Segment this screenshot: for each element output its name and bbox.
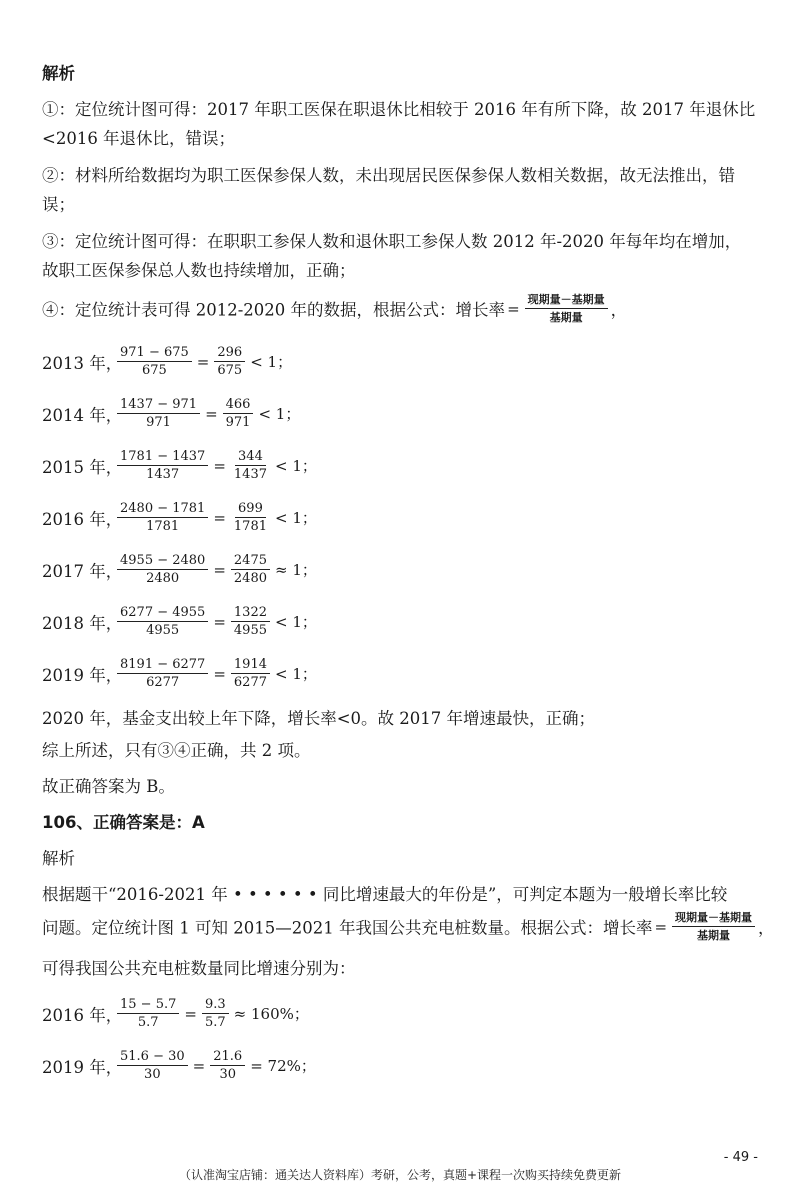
growth-rate-formula: $\frac{\text{现期量－基期量}}{\text{基期量}}$ [525, 292, 608, 325]
formula-line: ④：定位统计表可得 2012-2020 年的数据，根据公式：增长率 = $\frac{\text{现期量－基期量}}{\text{基期量}}$ ， [42, 293, 628, 324]
question-answer-title: 106、正确答案是：A [42, 813, 205, 832]
calc-row: 2017 年， $\frac{4955 - 2480}{2480}$ = $\frac{2475}{2480}$ ≈ 1； [42, 553, 317, 586]
section-heading: 解析 [42, 64, 75, 83]
calc-row: 2016 年， $\frac{2480 - 1781}{1781}$ = $\frac{699}{1781}$ < 1； [42, 501, 317, 534]
paragraph: 故正确答案为 B。 [42, 777, 175, 796]
page-number: - 49 - [723, 1150, 758, 1165]
calc-row: 2016 年， $\frac{15 - 5.7}{5.7}$ = $\frac{9.3}{5.7}$ ≈ 160%； [42, 997, 309, 1030]
paragraph: ③：定位统计图可得：在职职工参保人数和退休职工参保人数 2012 年-2020 年每年均在增加， [42, 232, 742, 251]
calc-row: 2013 年， $\frac{971 - 675}{675}$ = $\frac{296}{675}$ < 1； [42, 345, 293, 378]
paragraph: 综上所述，只有③④正确，共 2 项。 [42, 741, 311, 760]
paragraph: 2020 年，基金支出较上年下降，增长率<0。故 2017 年增速最快，正确； [42, 709, 596, 728]
calc-row: 2014 年， $\frac{1437 - 971}{971}$ = $\frac{466}{971}$ < 1； [42, 397, 301, 430]
calc-row: 2019 年， $\frac{51.6 - 30}{30}$ = $\frac{21.6}{30}$ = 72%； [42, 1049, 316, 1082]
formula-line: 问题。定位统计图 1 可知 2015—2021 年我国公共充电桩数量。根据公式：增长率 = $\frac{\text{现期量－基期量}}{\text{基期量}}$ ， [42, 911, 775, 942]
paragraph: <2016 年退休比，错误； [42, 129, 236, 148]
paragraph: 故职工医保参保总人数也持续增加，正确； [42, 261, 356, 280]
growth-rate-formula: $\frac{\text{现期量－基期量}}{\text{基期量}}$ [672, 910, 755, 943]
paragraph: ①：定位统计图可得：2017 年职工医保在职退休比相较于 2016 年有所下降，故 2017 年退休比 [42, 100, 756, 119]
paragraph: ②：材料所给数据均为职工医保参保人数，未出现居民医保参保人数相关数据，故无法推出，错 [42, 166, 735, 185]
section-heading: 解析 [42, 849, 75, 868]
paragraph: 根据题干“2016-2021 年 • • • • • • 同比增速最大的年份是”，可判定本题为一般增长率比较 [42, 885, 728, 904]
footer-note: （认准淘宝店铺：通关达人资料库）考研，公考，真题+课程一次购买持续免费更新 [178, 1168, 622, 1182]
paragraph: 误； [42, 195, 75, 214]
calc-row: 2015 年， $\frac{1781 - 1437}{1437}$ = $\frac{344}{1437}$ < 1； [42, 449, 317, 482]
paragraph: 可得我国公共充电桩数量同比增速分别为： [42, 959, 356, 978]
calc-row: 2019 年， $\frac{8191 - 6277}{6277}$ = $\frac{1914}{6277}$ < 1； [42, 657, 317, 690]
calc-row: 2018 年， $\frac{6277 - 4955}{4955}$ = $\frac{1322}{4955}$ < 1； [42, 605, 317, 638]
